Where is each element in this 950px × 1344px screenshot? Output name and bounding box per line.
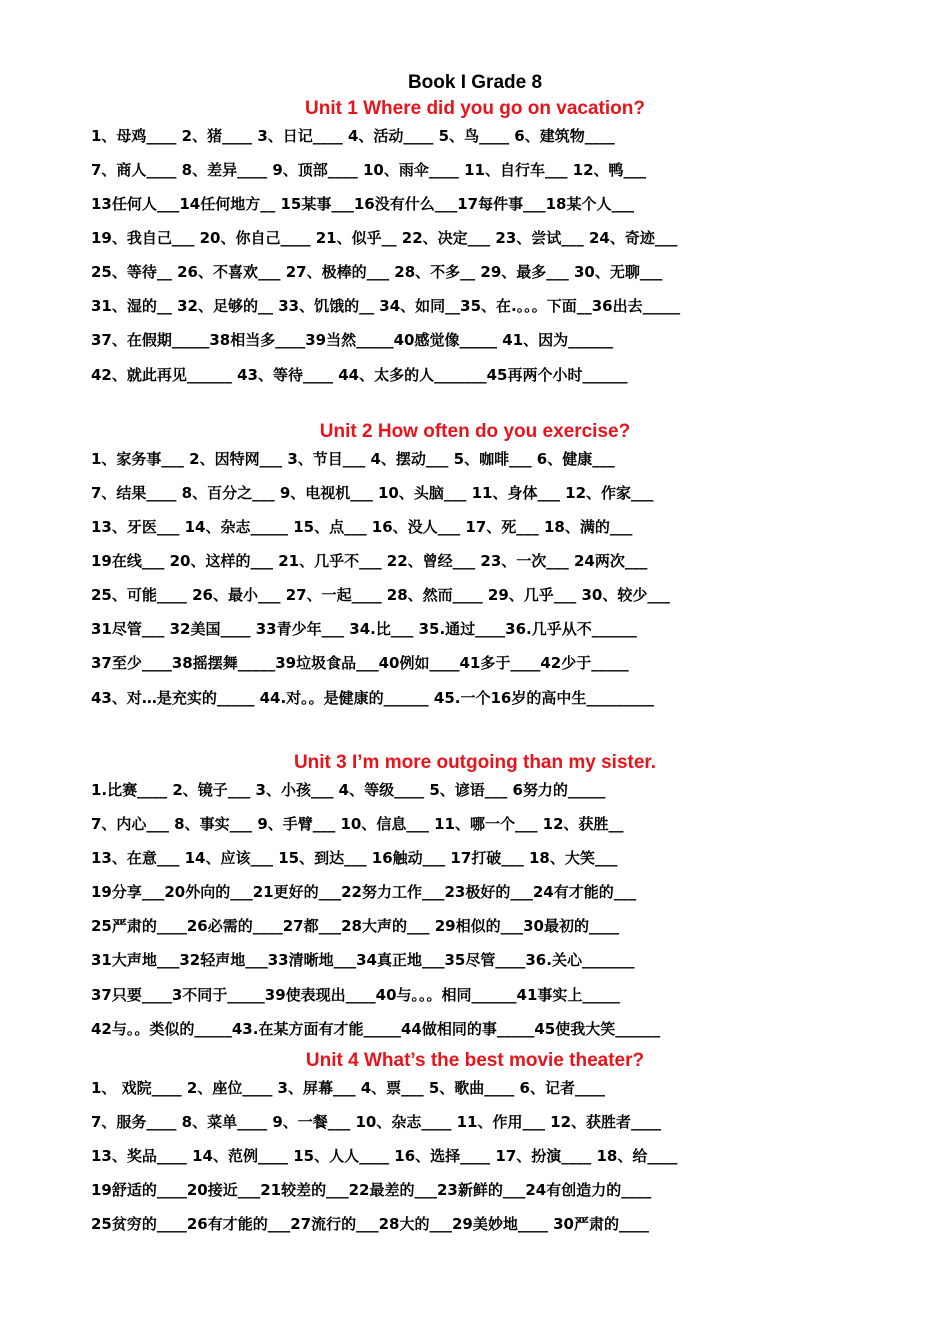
unit-3-line-1: 1.比赛____ 2、镜子___ 3、小孩___ 4、等级____ 5、谚语___ 6努力的_____	[91, 781, 606, 799]
book-title: Book I Grade 8	[407, 72, 543, 93]
unit-2-line-1: 1、家务事___ 2、因特网___ 3、节目___ 4、摆动___ 5、咖啡___ 6、健康___	[91, 450, 615, 468]
unit-1-line-8: 42、就此再见______ 43、等待____ 44、太多的人_______45再两个小时______	[91, 366, 628, 384]
unit-4-line-3: 13、奖品____ 14、范例____ 15、人人____ 16、选择____ 17、扮演____ 18、给____	[91, 1147, 678, 1165]
unit-2-line-4: 19在线___ 20、这样的___ 21、几乎不___ 22、曾经___ 23、一次___ 24两次___	[91, 552, 648, 570]
unit-4-title: Unit 4 What’s the best movie theater?	[305, 1050, 645, 1071]
unit-4-line-4: 19舒适的____20接近___21较差的___22最差的___23新鲜的___24有创造力的____	[91, 1181, 652, 1199]
unit-2-line-5: 25、可能____ 26、最小___ 27、一起____ 28、然而____ 29、几乎___ 30、较少___	[91, 586, 670, 604]
unit-1-line-5: 25、等待__ 26、不喜欢___ 27、极棒的___ 28、不多__ 29、最多___ 30、无聊___	[91, 263, 663, 281]
unit-1-line-7: 37、在假期_____38相当多____39当然_____40感觉像_____ 41、因为______	[91, 331, 614, 349]
unit-1-line-6: 31、湿的__ 32、足够的__ 33、饥饿的__ 34、如同__35、在.。。。下面__36出去_____	[91, 297, 681, 315]
unit-4-line-1: 1、 戏院____ 2、座位____ 3、屏幕___ 4、票___ 5、歌曲____ 6、记者____	[91, 1079, 605, 1097]
unit-1-line-2: 7、商人____ 8、差异____ 9、顶部____ 10、雨伞____ 11、自行车___ 12、鸭___	[91, 161, 647, 179]
unit-3-line-5: 25严肃的____26必需的____27都___28大声的___ 29相似的___30最初的____	[91, 917, 619, 935]
unit-2-line-8: 43、对…是充实的_____ 44.对。。是健康的______ 45.一个16岁的高中生_________	[91, 689, 654, 707]
unit-1-line-1: 1、母鸡____ 2、猪____ 3、日记____ 4、活动____ 5、鸟____ 6、建筑物____	[91, 127, 615, 145]
unit-3-line-8: 42与。。类似的_____43.在某方面有才能_____44做相同的事_____45使我大笑______	[91, 1020, 661, 1038]
unit-4-line-2: 7、服务____ 8、菜单____ 9、一餐___ 10、杂志____ 11、作用___ 12、获胜者____	[91, 1113, 662, 1131]
unit-1-line-3: 13任何人___14任何地方__ 15某事___16没有什么___17每件事___18某个人___	[91, 195, 634, 213]
unit-3-line-4: 19分享___20外向的___21更好的___22努力工作___23极好的___24有才能的___	[91, 883, 637, 901]
unit-2-line-7: 37至少____38摇摆舞_____39垃圾食品___40例如____41多于____42少于_____	[91, 654, 629, 672]
unit-4-line-5: 25贫穷的____26有才能的___27流行的___28大的___29美妙地____ 30严肃的____	[91, 1215, 649, 1233]
unit-2-title: Unit 2 How often do you exercise?	[319, 421, 631, 442]
unit-2-line-2: 7、结果____ 8、百分之___ 9、电视机___ 10、头脑___ 11、身体___ 12、作家___	[91, 484, 654, 502]
unit-2-line-3: 13、牙医___ 14、杂志_____ 15、点___ 16、没人___ 17、死___ 18、满的___	[91, 518, 633, 536]
unit-3-line-7: 37只要____3不同于_____39使表现出____40与。。。相同______41事实上_____	[91, 986, 620, 1004]
unit-3-line-6: 31大声地___32轻声地___33清晰地___34真正地___35尽管____36.关心_______	[91, 951, 635, 969]
unit-3-line-2: 7、内心___ 8、事实___ 9、手臂___ 10、信息___ 11、哪一个___ 12、获胜__	[91, 815, 624, 833]
unit-1-line-4: 19、我自己___ 20、你自己____ 21、似乎__ 22、决定___ 23、尝试___ 24、奇迹___	[91, 229, 678, 247]
unit-1-title: Unit 1 Where did you go on vacation?	[305, 98, 645, 119]
unit-3-line-3: 13、在意___ 14、应该___ 15、到达___ 16触动___ 17打破___ 18、大笑___	[91, 849, 618, 867]
unit-3-title: Unit 3 I’m more outgoing than my sister.	[293, 752, 657, 773]
unit-2-line-6: 31尽管___ 32美国____ 33青少年___ 34.比___ 35.通过____36.几乎从不______	[91, 620, 637, 638]
